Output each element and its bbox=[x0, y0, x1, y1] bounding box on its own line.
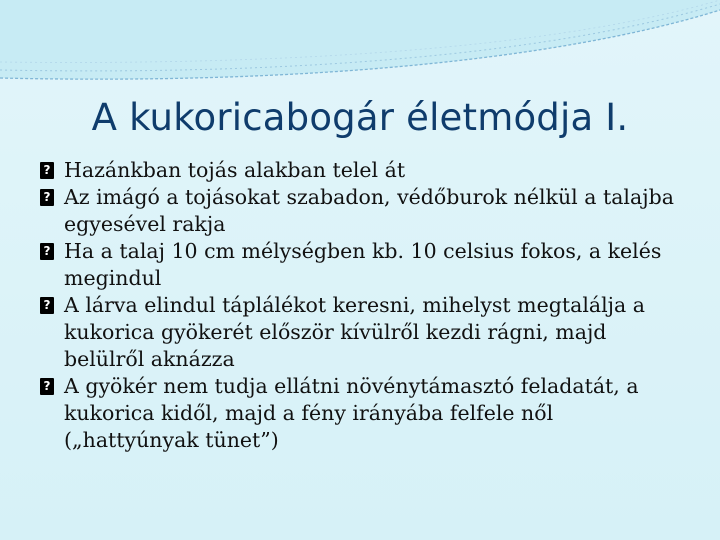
bullet-marker-icon bbox=[40, 378, 54, 395]
header-wave-decoration bbox=[0, 0, 720, 90]
bullet-item bbox=[40, 238, 690, 292]
bullet-item bbox=[40, 157, 690, 184]
bullet-item bbox=[40, 184, 690, 238]
slide-title: A kukoricabogár életmódja I. bbox=[91, 96, 629, 139]
bullet-item bbox=[40, 373, 690, 454]
bullet-list bbox=[40, 157, 690, 454]
bullet-marker-icon bbox=[40, 297, 54, 314]
bullet-marker-icon bbox=[40, 189, 54, 206]
bullet-item bbox=[40, 292, 690, 373]
bullet-text: Az imágó a tojásokat szabadon, védőburok nélkül a talajba egyesével rakja bbox=[64, 185, 674, 236]
bullet-text: Hazánkban tojás alakban telel át bbox=[64, 158, 406, 182]
bullet-marker-icon bbox=[40, 162, 54, 179]
bullet-text: A gyökér nem tudja ellátni növénytámasztó feladatát, a kukorica kidől, majd a fény irányába felfele nől („hattyúnyak tünet”) bbox=[64, 374, 639, 452]
bullet-marker-icon bbox=[40, 243, 54, 260]
bullet-text: A lárva elindul táplálékot keresni, mihelyst megtalálja a kukorica gyökerét először kívülről kezdi rágni, majd belülről aknázza bbox=[64, 293, 645, 371]
bullet-text: Ha a talaj 10 cm mélységben kb. 10 celsius fokos, a kelés megindul bbox=[64, 239, 662, 290]
